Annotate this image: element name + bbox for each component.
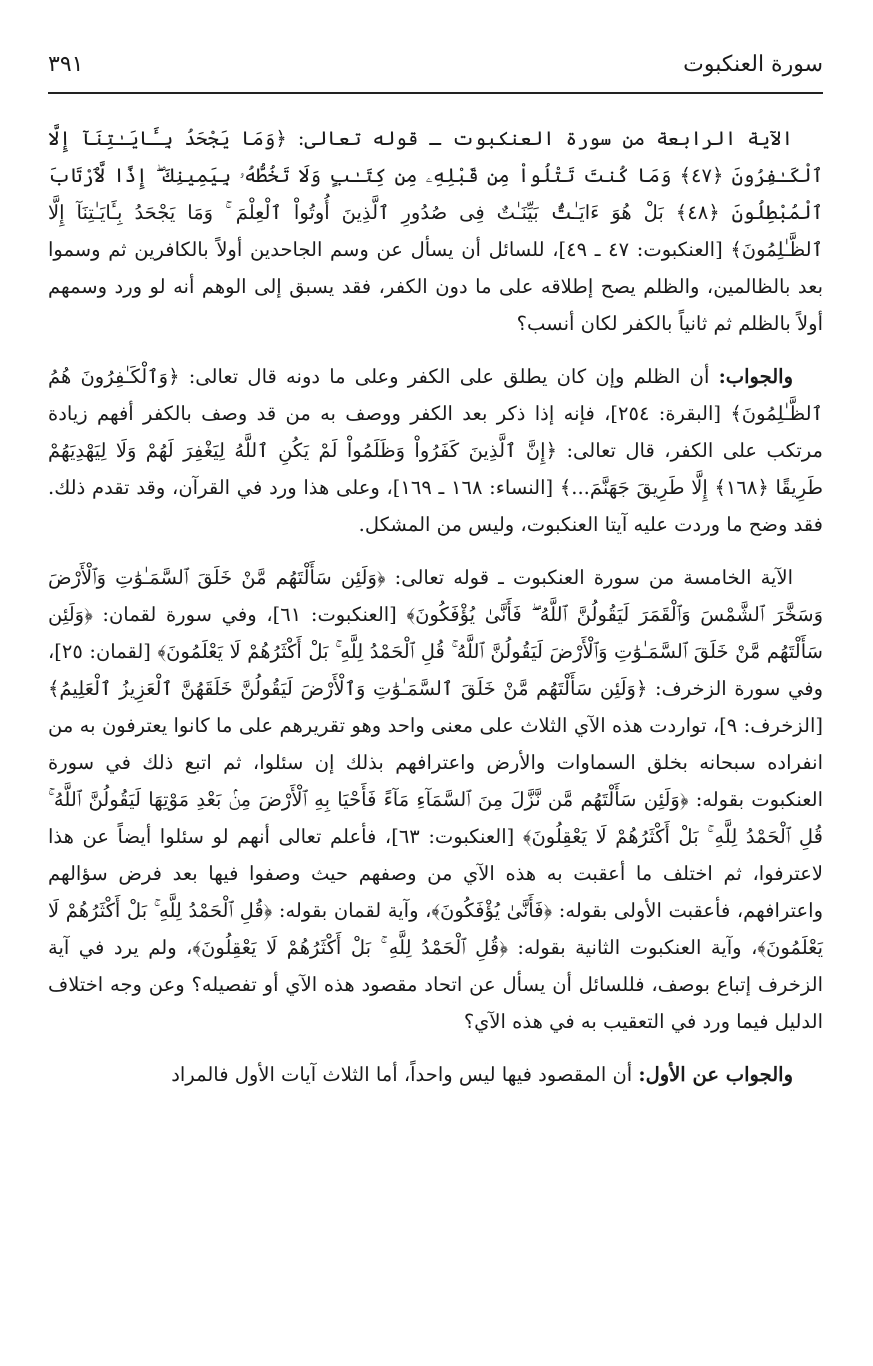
paragraph-text: أن الظلم وإن كان يطلق على الكفر وعلى ما دونه قال تعالى: ﴿وَٱلْكَـٰفِرُونَ هُمُ ٱلظَّـٰلِمُونَ﴾ [البقرة: ٢٥٤]، فإنه إذا ذكر بعد الكفر ووصف به من قد وصف بالكفر أفهم زيادة مرتكب على الكفر، قال تعالى: ﴿إِنَّ ٱلَّذِينَ كَفَرُواْ وَظَلَمُواْ لَمْ يَكُنِ ٱللَّهُ لِيَغْفِرَ لَهُمْ وَلَا لِيَهْدِيَهُمْ طَرِيقًا ﴿١٦٨﴾ إِلَّا طَرِيقَ جَهَنَّمَ...﴾ [النساء: ١٦٨ ـ ١٦٩]، وعلى هذا ورد في القرآن، وقد تقدم ذلك. فقد وضح ما وردت عليه آيتا العنكبوت، وليس من المشكل.: [48, 365, 823, 536]
page-number: ٣٩١: [48, 52, 84, 77]
paragraph-text: الآية الخامسة من سورة العنكبوت ـ قوله تعالى: ﴿وَلَئِن سَأَلْتَهُم مَّنْ خَلَقَ ٱلسَّمَـٰوَٰتِ وَٱلْأَرْضَ وَسَخَّرَ ٱلشَّمْسَ وَٱلْقَمَرَ لَيَقُولُنَّ ٱللَّهُ ۖ فَأَنَّىٰ يُؤْفَكُونَ﴾ [العنكبوت: ٦١]، وفي سورة لقمان: ﴿وَلَئِن سَأَلْتَهُم مَّنْ خَلَقَ ٱلسَّمَـٰوَٰتِ وَٱلْأَرْضَ لَيَقُولُنَّ ٱللَّهُ ۚ قُلِ ٱلْحَمْدُ لِلَّهِ ۚ بَلْ أَكْثَرُهُمْ لَا يَعْلَمُونَ﴾ [لقمان: ٢٥]، وفي سورة الزخرف: ﴿وَلَئِن سَأَلْتَهُم مَّنْ خَلَقَ ٱلسَّمَـٰوَٰتِ وَٱلْأَرْضَ لَيَقُولُنَّ خَلَقَهُنَّ ٱلْعَزِيزُ ٱلْعَلِيمُ﴾ [الزخرف: ٩]، تواردت هذه الآي الثلاث على معنى واحد وهو تقريرهم على ما كانوا يعترفون به من انفراده سبحانه بخلق السماوات والأرض واعترافهم بذلك إن سئلوا، ثم اتبع ذلك في سورة العنكبوت بقوله: ﴿وَلَئِن سَأَلْتَهُم مَّن نَّزَّلَ مِنَ ٱلسَّمَآءِ مَآءً فَأَحْيَا بِهِ ٱلْأَرْضَ مِنۢ بَعْدِ مَوْتِهَا لَيَقُولُنَّ ٱللَّهُ ۚ قُلِ ٱلْحَمْدُ لِلَّهِ ۚ بَلْ أَكْثَرُهُمْ لَا يَعْقِلُونَ﴾ [العنكبوت: ٦٣]، فأعلم تعالى أنهم لو سئلوا أيضاً عن هذا لاعترفوا، ثم اختلف ما أعقبت به هذه الآي من وصفهم حيث وصفوا فيها بعد فرض سؤالهم واعترافهم، فأعقبت الأولى بقوله: ﴿فَأَنَّىٰ يُؤْفَكُونَ﴾، وآية لقمان بقوله: ﴿قُلِ ٱلْحَمْدُ لِلَّهِ ۚ بَلْ أَكْثَرُهُمْ لَا يَعْلَمُونَ﴾، وآية العنكبوت الثانية بقوله: ﴿قُلِ ٱلْحَمْدُ لِلَّهِ ۚ بَلْ أَكْثَرُهُمْ لَا يَعْقِلُونَ﴾، ولم يرد في آية الزخرف إتباع بوصف، فللسائل أن يسأل عن اتحاد مقصود هذه الآي أو تفصيله؟ وعن وجه اختلاف الدليل فيما ورد في التعقيب به في هذه الآي؟: [48, 566, 823, 1033]
paragraph-text: أن المقصود فيها ليس واحداً، أما الثلاث آيات الأول فالمراد: [171, 1063, 639, 1086]
answer-lead: والجواب:: [718, 365, 793, 388]
paragraph-answer-4: [48, 358, 823, 543]
page-body: [48, 94, 823, 1093]
surah-title: سورة العنكبوت: [683, 52, 823, 77]
paragraph-question-4: [48, 120, 823, 342]
paragraph-answer-5: [48, 1056, 823, 1093]
answer-lead: والجواب عن الأول:: [638, 1063, 793, 1086]
paragraph-text: الآية الرابعة من سورة العنكبوت ـ قوله تعالى: ﴿وَمَا يَجْحَدُ بِـَٔايَـٰتِنَآ إِلَّا ٱلْكَـٰفِرُونَ ﴿٤٧﴾ وَمَا كُنتَ تَتْلُواْ مِن قَبْلِهِۦ مِن كِتَـٰبٍ وَلَا تَخُطُّهُۥ بِيَمِينِكَ ۖ إِذًا لَّٱرْتَابَ ٱلْمُبْطِلُونَ ﴿٤٨﴾ بَلْ هُوَ ءَايَـٰتٌۢ بَيِّنَـٰتٌ فِى صُدُورِ ٱلَّذِينَ أُوتُواْ ٱلْعِلْمَ ۚ وَمَا يَجْحَدُ بِـَٔايَـٰتِنَآ إِلَّا ٱلظَّـٰلِمُونَ﴾ [العنكبوت: ٤٧ ـ ٤٩]، للسائل أن يسأل عن وسم الجاحدين أولاً بالكافرين ثم وسموا بعد بالظالمين، والظلم يصح إطلاقه على ما دون الكفر، فقد يسبق إلى الوهم أنه لو ورد وسمهم أولاً بالظلم ثم ثانياً بالكفر لكان أنسب؟: [48, 127, 824, 335]
book-page: [48, 40, 823, 1340]
paragraph-question-5: [48, 559, 823, 1040]
page-header: [48, 40, 823, 94]
